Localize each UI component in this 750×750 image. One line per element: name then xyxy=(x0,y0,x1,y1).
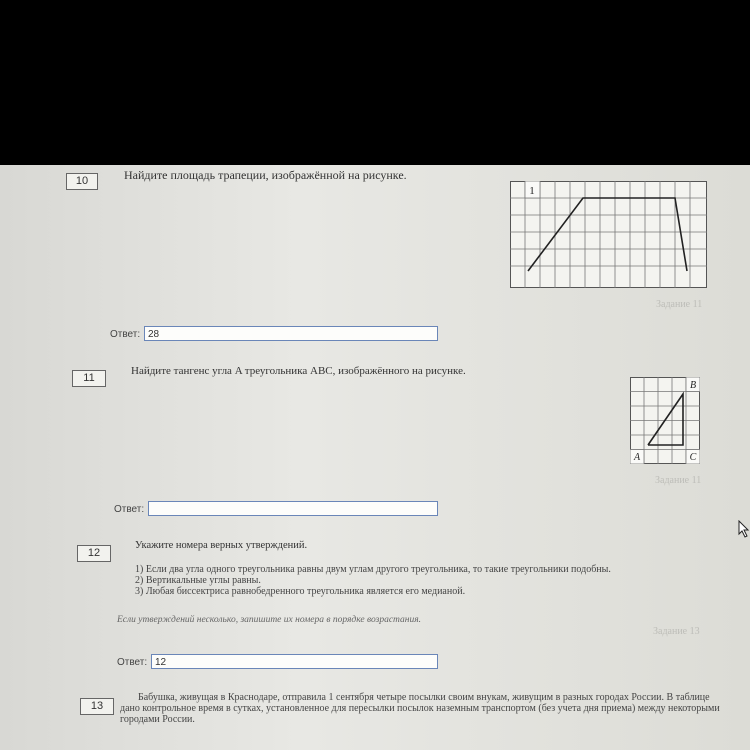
task-10-question: Найдите площадь трапеции, изображённой на рисунке. xyxy=(124,168,407,182)
task-12-number: 12 xyxy=(77,545,111,562)
vertex-c-label: C xyxy=(689,452,697,463)
task-13-text: Бабушка, живущая в Краснодаре, отправила 1 сентября четыре посылки своим внукам, живущим в разных городах России. В таблице дано контрольное время в сутках, установленное для пересылки посылок наземным транспортом (без учета дня приема) между некоторыми городами России. xyxy=(120,692,720,725)
task-10-answer-label: Ответ: xyxy=(110,329,141,340)
statement-2: 2) Вертикальные углы равны. xyxy=(135,575,261,586)
task-10-grid-label: 1 xyxy=(529,185,535,197)
task-11-answer-input[interactable] xyxy=(148,501,438,516)
task-12-answer-input[interactable]: 12 xyxy=(151,654,438,669)
task-10-trapezoid-figure xyxy=(510,181,707,288)
exam-page xyxy=(0,165,750,750)
mouse-cursor-icon xyxy=(738,520,750,538)
task-11-caption: Задание 11 xyxy=(655,475,702,486)
vertex-a-label: A xyxy=(633,452,641,463)
task-11-answer-label: Ответ: xyxy=(114,504,145,515)
vertex-b-label: B xyxy=(689,380,697,391)
task-11-triangle-figure xyxy=(630,377,700,464)
statement-3: 3) Любая биссектриса равнобедренного треугольника является его медианой. xyxy=(135,586,466,597)
task-12-question: Укажите номера верных утверждений. xyxy=(135,540,308,551)
task-10-number: 10 xyxy=(66,173,98,190)
task-12-statements xyxy=(135,564,611,597)
task-11-number: 11 xyxy=(72,370,106,387)
task-12-answer-label: Ответ: xyxy=(117,657,148,668)
task-11-question: Найдите тангенс угла A треугольника ABC, изображённого на рисунке. xyxy=(131,365,466,377)
task-12-hint: Если утверждений несколько, запишите их номера в порядке возрастания. xyxy=(117,615,422,625)
task-12-caption: Задание 13 xyxy=(653,626,700,637)
statement-1: 1) Если два угла одного треугольника равны двум углам другого треугольника, то такие треугольники подобны. xyxy=(135,564,611,575)
task-13-number: 13 xyxy=(80,698,114,715)
task-10-answer-input[interactable]: 28 xyxy=(144,326,438,341)
task-10-caption: Задание 11 xyxy=(656,299,703,310)
